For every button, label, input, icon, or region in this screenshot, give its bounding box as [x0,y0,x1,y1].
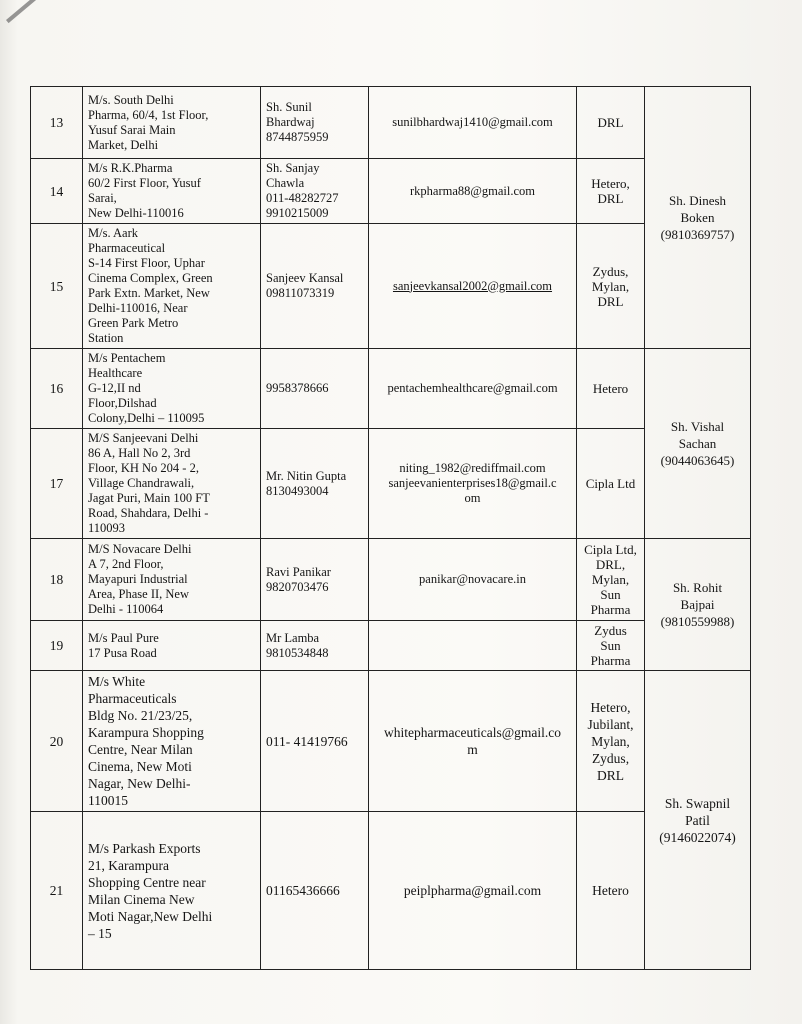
serial-number: 14 [31,159,83,224]
email-cell [369,621,577,671]
officer-cell: Sh. Swapnil Patil (9146022074) [645,671,751,970]
address-cell: M/s. South Delhi Pharma, 60/4, 1st Floor, Yusuf Sarai Main Market, Delhi [83,87,261,159]
email-cell: whitepharmaceuticals@gmail.co m [369,671,577,812]
companies-cell: Hetero [577,349,645,429]
officer-cell: Sh. Dinesh Boken (9810369757) [645,87,751,349]
address-cell: M/s Parkash Exports 21, Karampura Shopping Centre near Milan Cinema New Moti Nagar,New Delhi – 15 [83,812,261,970]
address-cell: M/s White Pharmaceuticals Bldg No. 21/23/25, Karampura Shopping Centre, Near Milan Cinema, New Moti Nagar, New Delhi- 110015 [83,671,261,812]
address-cell: M/s Paul Pure 17 Pusa Road [83,621,261,671]
email-cell: sanjeevkansal2002@gmail.com [369,224,577,349]
table-row [31,87,751,159]
serial-number: 21 [31,812,83,970]
table-row [31,621,751,671]
table-row [31,671,751,812]
serial-number: 16 [31,349,83,429]
address-cell: M/S Novacare Delhi A 7, 2nd Floor, Mayapuri Industrial Area, Phase II, New Delhi - 110064 [83,539,261,621]
companies-cell: Cipla Ltd, DRL, Mylan, Sun Pharma [577,539,645,621]
serial-number: 19 [31,621,83,671]
email-cell: peiplpharma@gmail.com [369,812,577,970]
companies-cell: Cipla Ltd [577,429,645,539]
table-row [31,429,751,539]
contact-person-cell: Sh. Sanjay Chawla 011-48282727 9910215009 [261,159,369,224]
companies-cell: Hetero, Jubilant, Mylan, Zydus, DRL [577,671,645,812]
contact-person-cell: 01165436666 [261,812,369,970]
table-row [31,539,751,621]
contact-person-cell: 9958378666 [261,349,369,429]
page-fold-mark [6,0,100,23]
address-cell: M/S Sanjeevani Delhi 86 A, Hall No 2, 3rd Floor, KH No 204 - 2, Village Chandrawali, Jagat Puri, Main 100 FT Road, Shahdara, Delhi - 110093 [83,429,261,539]
contact-person-cell: Mr Lamba 9810534848 [261,621,369,671]
serial-number: 18 [31,539,83,621]
table-row [31,349,751,429]
table-row [31,812,751,970]
email-cell: panikar@novacare.in [369,539,577,621]
table-row [31,159,751,224]
address-cell: M/s Pentachem Healthcare G-12,II nd Floor,Dilshad Colony,Delhi – 110095 [83,349,261,429]
email-cell: niting_1982@rediffmail.com sanjeevanienterprises18@gmail.c om [369,429,577,539]
serial-number: 15 [31,224,83,349]
officer-cell: Sh. Rohit Bajpai (9810559988) [645,539,751,671]
email-cell: sunilbhardwaj1410@gmail.com [369,87,577,159]
contact-person-cell: Mr. Nitin Gupta 8130493004 [261,429,369,539]
serial-number: 13 [31,87,83,159]
contact-person-cell: Sh. Sunil Bhardwaj 8744875959 [261,87,369,159]
email-cell: pentachemhealthcare@gmail.com [369,349,577,429]
address-cell: M/s. Aark Pharmaceutical S-14 First Floor, Uphar Cinema Complex, Green Park Extn. Market, New Delhi-110016, Near Green Park Metro Station [83,224,261,349]
companies-cell: Hetero [577,812,645,970]
companies-cell: Hetero, DRL [577,159,645,224]
companies-cell: Zydus, Mylan, DRL [577,224,645,349]
table-row [31,224,751,349]
email-cell: rkpharma88@gmail.com [369,159,577,224]
address-cell: M/s R.K.Pharma 60/2 First Floor, Yusuf Sarai, New Delhi-110016 [83,159,261,224]
serial-number: 17 [31,429,83,539]
companies-cell: Zydus Sun Pharma [577,621,645,671]
distributor-table [30,86,751,970]
officer-cell: Sh. Vishal Sachan (9044063645) [645,349,751,539]
contact-person-cell: Sanjeev Kansal 09811073319 [261,224,369,349]
contact-person-cell: Ravi Panikar 9820703476 [261,539,369,621]
serial-number: 20 [31,671,83,812]
companies-cell: DRL [577,87,645,159]
contact-person-cell: 011- 41419766 [261,671,369,812]
